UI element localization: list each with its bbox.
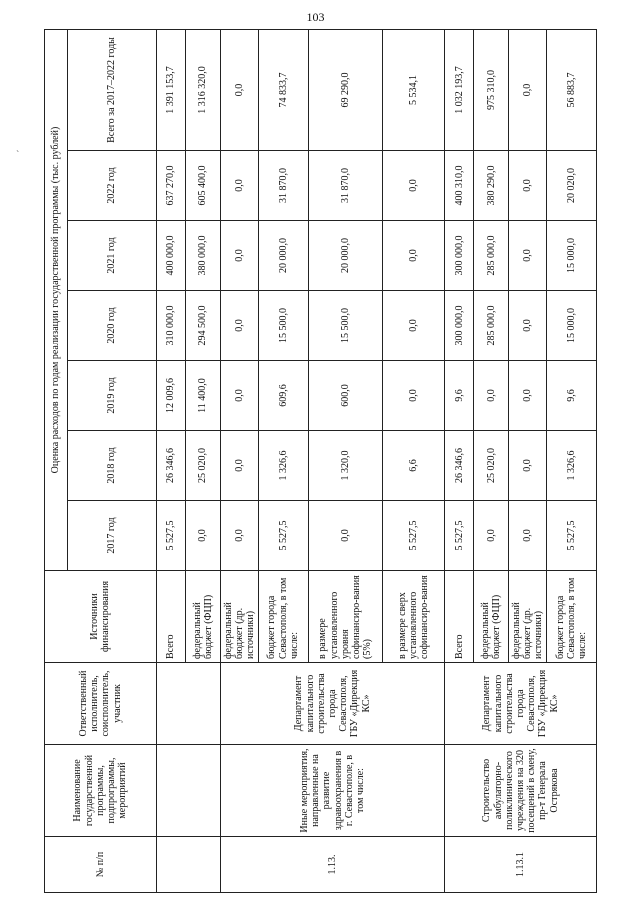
value-cell: 0,0 xyxy=(220,431,258,501)
page-number: 103 xyxy=(306,10,325,24)
value-cell: 26 346,6 xyxy=(445,431,474,501)
header-name: Наименование государственной программы, подпрограммы, мероприятий xyxy=(45,745,157,837)
source-cell: федеральный бюджет (ФЦП) xyxy=(474,571,509,663)
value-cell: 310 000,0 xyxy=(156,291,185,361)
value-cell: 0,0 xyxy=(308,501,383,571)
value-cell: 0,0 xyxy=(509,221,547,291)
value-cell: 1 320,0 xyxy=(308,431,383,501)
source-cell: в размере сверх установленного софинансиро-вания xyxy=(383,571,445,663)
value-cell: 0,0 xyxy=(220,361,258,431)
value-cell: 31 870,0 xyxy=(258,151,308,221)
value-cell: 1 391 153,7 xyxy=(156,29,185,150)
value-cell: 69 290,0 xyxy=(308,29,383,150)
value-cell: 15 500,0 xyxy=(308,291,383,361)
value-cell: 0,0 xyxy=(474,501,509,571)
source-cell: Всего xyxy=(156,571,185,663)
value-cell: 400 000,0 xyxy=(156,221,185,291)
value-cell: 0,0 xyxy=(220,291,258,361)
value-cell: 0,0 xyxy=(509,29,547,150)
source-cell: Всего xyxy=(445,571,474,663)
value-cell: 0,0 xyxy=(509,291,547,361)
value-cell: 0,0 xyxy=(185,501,220,571)
header-year: 2019 год xyxy=(67,361,156,431)
num-cell: 1.13. xyxy=(220,837,444,893)
header-sources: Источники финансирования xyxy=(45,571,157,663)
value-cell: 25 020,0 xyxy=(474,431,509,501)
source-cell: федеральный бюджет (ФЦП) xyxy=(185,571,220,663)
value-cell: 12 009,6 xyxy=(156,361,185,431)
table-row xyxy=(445,29,474,892)
value-cell: 26 346,6 xyxy=(156,431,185,501)
value-cell: 11 400,0 xyxy=(185,361,220,431)
header-year: 2020 год xyxy=(67,291,156,361)
value-cell: 0,0 xyxy=(220,501,258,571)
value-cell: 637 270,0 xyxy=(156,151,185,221)
value-cell: 300 000,0 xyxy=(445,221,474,291)
value-cell: 0,0 xyxy=(220,221,258,291)
value-cell: 400 310,0 xyxy=(445,151,474,221)
header-estimate: Оценка расходов по годам реализации государственной программы (тыс. рублей) xyxy=(45,29,68,570)
header-year: 2018 год xyxy=(67,431,156,501)
stray-mark: ` xyxy=(16,150,20,161)
value-cell: 15 000,0 xyxy=(547,221,597,291)
name-cell xyxy=(156,745,220,837)
header-year: 2021 год xyxy=(67,221,156,291)
value-cell: 5 527,5 xyxy=(383,501,445,571)
value-cell: 975 310,0 xyxy=(474,29,509,150)
value-cell: 5 527,5 xyxy=(547,501,597,571)
value-cell: 0,0 xyxy=(509,501,547,571)
table-row xyxy=(220,29,258,892)
table-row xyxy=(156,29,185,892)
value-cell: 1 316 320,0 xyxy=(185,29,220,150)
value-cell: 15 000,0 xyxy=(547,291,597,361)
executor-cell: Департамент капитального строительства города Севастополя, ГБУ «Дирекция КС» xyxy=(220,663,444,745)
value-cell: 56 883,7 xyxy=(547,29,597,150)
value-cell: 74 833,7 xyxy=(258,29,308,150)
value-cell: 1 326,6 xyxy=(258,431,308,501)
executor-cell xyxy=(156,663,220,745)
value-cell: 25 020,0 xyxy=(185,431,220,501)
num-cell xyxy=(156,837,220,893)
header-num: № п/п xyxy=(45,837,157,893)
value-cell: 300 000,0 xyxy=(445,291,474,361)
value-cell: 0,0 xyxy=(220,151,258,221)
source-cell: федеральный бюджет (др. источники) xyxy=(220,571,258,663)
value-cell: 0,0 xyxy=(383,291,445,361)
value-cell: 1 326,6 xyxy=(547,431,597,501)
source-cell: в размере установленного уровня софинансиро-вания (5%) xyxy=(308,571,383,663)
rotated-table-container xyxy=(44,30,597,893)
value-cell: 9,6 xyxy=(445,361,474,431)
value-cell: 5 527,5 xyxy=(258,501,308,571)
value-cell: 0,0 xyxy=(383,221,445,291)
executor-cell: Департамент капитального строительства города Севастополя, ГБУ «Дирекция КС» xyxy=(445,663,597,745)
name-cell: Строительство амбулаторно-поликлинического учреждения на 320 посещений в смену, пр-т Генерала Острякова xyxy=(445,745,597,837)
value-cell: 605 400,0 xyxy=(185,151,220,221)
header-executor: Ответственный исполнитель, соисполнитель, участник xyxy=(45,663,157,745)
value-cell: 294 500,0 xyxy=(185,291,220,361)
source-cell: федеральный бюджет (др. источники) xyxy=(509,571,547,663)
source-cell: бюджет города Севастополя, в том числе: xyxy=(258,571,308,663)
header-year: 2017 год xyxy=(67,501,156,571)
source-cell: бюджет города Севастополя, в том числе: xyxy=(547,571,597,663)
value-cell: 380 290,0 xyxy=(474,151,509,221)
value-cell: 0,0 xyxy=(509,361,547,431)
value-cell: 285 000,0 xyxy=(474,291,509,361)
header-total: Всего за 2017–2022 годы xyxy=(67,29,156,150)
value-cell: 5 534,1 xyxy=(383,29,445,150)
value-cell: 15 500,0 xyxy=(258,291,308,361)
value-cell: 609,6 xyxy=(258,361,308,431)
value-cell: 20 020,0 xyxy=(547,151,597,221)
value-cell: 1 032 193,7 xyxy=(445,29,474,150)
header-year: 2022 год xyxy=(67,151,156,221)
value-cell: 5 527,5 xyxy=(445,501,474,571)
value-cell: 9,6 xyxy=(547,361,597,431)
value-cell: 0,0 xyxy=(220,29,258,150)
value-cell: 5 527,5 xyxy=(156,501,185,571)
value-cell: 20 000,0 xyxy=(258,221,308,291)
num-cell: 1.13.1 xyxy=(445,837,597,893)
value-cell: 0,0 xyxy=(474,361,509,431)
value-cell: 20 000,0 xyxy=(308,221,383,291)
value-cell: 600,0 xyxy=(308,361,383,431)
name-cell: Иные мероприятия, направленные на развитие здравоохранения в г. Севастополе, в том числе: xyxy=(220,745,444,837)
value-cell: 0,0 xyxy=(509,431,547,501)
budget-table xyxy=(44,29,597,893)
value-cell: 285 000,0 xyxy=(474,221,509,291)
value-cell: 6,6 xyxy=(383,431,445,501)
value-cell: 0,0 xyxy=(383,361,445,431)
value-cell: 31 870,0 xyxy=(308,151,383,221)
value-cell: 380 000,0 xyxy=(185,221,220,291)
value-cell: 0,0 xyxy=(509,151,547,221)
value-cell: 0,0 xyxy=(383,151,445,221)
